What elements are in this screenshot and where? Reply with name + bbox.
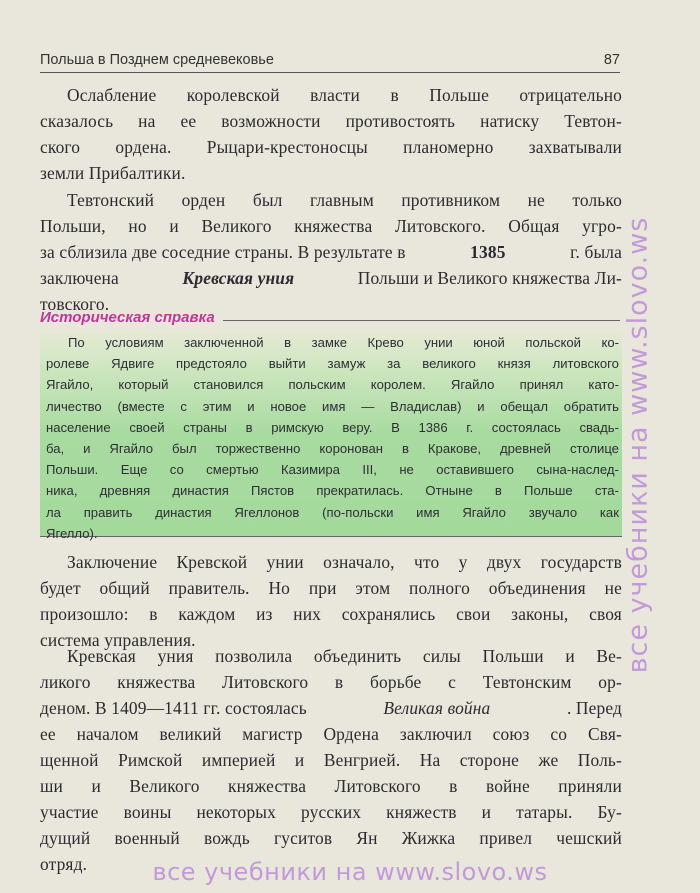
word: и [83, 441, 91, 457]
word: древняя [99, 483, 151, 499]
word: гуситов [274, 828, 333, 848]
word: и [481, 802, 492, 822]
word: По [68, 335, 85, 350]
word: ко- [601, 335, 619, 350]
word: ста- [594, 483, 619, 499]
word: ее [180, 111, 197, 131]
word: в [449, 776, 458, 796]
word: Свя- [587, 724, 622, 744]
text-line [40, 134, 622, 160]
word: двух [486, 552, 522, 572]
word: В [391, 419, 400, 435]
note-line [46, 438, 619, 459]
word: Великого [201, 216, 272, 236]
word: сказалось [40, 111, 114, 131]
paragraph-1 [40, 82, 622, 186]
word: Владислав) [390, 398, 462, 414]
text-line [40, 187, 622, 213]
text-line [40, 799, 622, 825]
word: борьбе [370, 672, 422, 692]
word: и [477, 398, 485, 414]
word: власти [310, 85, 361, 105]
word: ши [40, 776, 63, 796]
note-line: Ягелло). [46, 525, 98, 541]
word: выйти [268, 356, 306, 372]
word: сына-наслед- [536, 462, 619, 478]
word: веру. [342, 419, 373, 435]
word: Польши. [46, 462, 99, 478]
word: Польше [429, 85, 489, 105]
word: имя [322, 398, 346, 414]
word: означало, [323, 552, 395, 572]
word: страны [183, 419, 227, 435]
word: королевской [186, 85, 280, 105]
word: предстояло [176, 356, 247, 372]
text-line [40, 601, 622, 627]
word: военный [114, 828, 180, 848]
word: угро- [582, 216, 622, 236]
word: и [565, 646, 575, 666]
word: в [149, 604, 158, 624]
word: силы [422, 646, 461, 666]
word: ее [40, 724, 56, 744]
word: личество [46, 398, 102, 414]
word: возможности [221, 111, 321, 131]
word: Ядвиге [111, 356, 155, 372]
word: орден [181, 190, 226, 210]
word: На [419, 750, 441, 770]
word: Крево [367, 335, 404, 350]
word: г. [466, 419, 474, 435]
word: Польши [482, 646, 544, 666]
note-line [46, 480, 619, 501]
word: Пястов [251, 483, 295, 499]
text-line [40, 695, 622, 721]
word: состоялась [491, 419, 561, 435]
text-segment: . Перед [566, 698, 622, 718]
word: править [83, 504, 133, 520]
year-1385: 1385 [470, 242, 506, 262]
word: который [118, 377, 169, 393]
word: в [401, 441, 409, 457]
word: королем. [370, 377, 426, 393]
word: Поль- [577, 750, 622, 770]
word: оставившего [436, 462, 514, 478]
paragraph-2 [40, 187, 622, 317]
text-line [40, 265, 622, 291]
word: что [414, 552, 440, 572]
word: привел [479, 828, 533, 848]
page-header [40, 50, 620, 73]
text-segment: Польши и Великого княжества Ли- [357, 268, 622, 288]
word: некоторых [196, 802, 276, 822]
word: с [448, 672, 457, 692]
word: ликого [40, 672, 91, 692]
word: вождь [203, 828, 250, 848]
word: был [172, 441, 197, 457]
word: общий [99, 578, 150, 598]
note-line [46, 417, 619, 438]
word: като- [588, 377, 619, 393]
word: уния [157, 646, 194, 666]
word: (по-польски [322, 504, 394, 520]
word: заключенной [184, 335, 264, 350]
text-line [40, 721, 622, 747]
word: за [387, 356, 401, 372]
text-line [40, 669, 622, 695]
word: Тевтонским [482, 672, 572, 692]
word: планомерно [403, 137, 494, 157]
word: своей [129, 419, 165, 435]
word: Бу- [597, 802, 622, 822]
word: обратить [563, 398, 619, 414]
historical-note-label [40, 309, 620, 326]
text-line: система управления. [40, 630, 196, 650]
note-line [46, 396, 619, 417]
word: сохранялись [341, 604, 436, 624]
word: произошло: [40, 604, 129, 624]
word: началом [76, 724, 139, 744]
word: римскую [271, 419, 324, 435]
word: империей [201, 750, 276, 770]
paragraph-3 [40, 549, 622, 653]
text-line [40, 549, 622, 575]
word: польским [288, 377, 346, 393]
word: Кракове, [427, 441, 481, 457]
term-great-war: Великая война [383, 698, 491, 718]
word: столице [569, 441, 619, 457]
word: щенной [40, 750, 99, 770]
word: ника, [46, 483, 78, 499]
word: Венгрией. [323, 750, 401, 770]
word: древней [499, 441, 551, 457]
word: стороне [459, 750, 520, 770]
word: русских [301, 802, 362, 822]
word: Жижка [401, 828, 456, 848]
word: Литовского [222, 672, 309, 692]
word: Литовского [334, 776, 421, 796]
text-line [40, 773, 622, 799]
word: отрицательно [519, 85, 622, 105]
word: магистр [242, 724, 303, 744]
word: новое [270, 398, 307, 414]
word: законы, [511, 604, 569, 624]
word: захватывали [528, 137, 622, 157]
text-line: товского. [40, 294, 110, 314]
word: Римской [118, 750, 183, 770]
word: династия [155, 504, 212, 520]
word: коронован [319, 441, 383, 457]
word: со [169, 462, 184, 478]
text-line [40, 747, 622, 773]
word: (вместе [117, 398, 165, 414]
word: ба, [46, 441, 65, 457]
word: свадь- [579, 419, 619, 435]
text-line [40, 643, 622, 669]
word: только [572, 190, 622, 210]
text-segment: заключена [40, 268, 119, 288]
word: унии [266, 552, 304, 572]
word: 1386 [418, 419, 448, 435]
word: ор- [598, 672, 622, 692]
text-line [40, 239, 622, 265]
word: воины [123, 802, 172, 822]
word: Тевтон- [564, 111, 622, 131]
word: в [390, 85, 399, 105]
historical-note-title: Историческая справка [40, 309, 215, 326]
word: Казимира [281, 462, 340, 478]
word: замке [311, 335, 348, 350]
word: княжества [294, 216, 373, 236]
text-segment: деном. В 1409—1411 гг. состоялась [40, 698, 307, 718]
word: Польши, [40, 216, 106, 236]
word: как [599, 504, 619, 520]
text-line [40, 213, 622, 239]
word: Но [268, 578, 291, 598]
chapter-title: Польша в Позднем средневековье [40, 52, 274, 68]
word: Заключение [67, 552, 158, 572]
note-line [46, 374, 619, 395]
text-line: отряд. [40, 854, 88, 874]
word: но [128, 216, 147, 236]
word: и [91, 776, 101, 796]
word: же [538, 750, 559, 770]
word: чешский [556, 828, 622, 848]
word: Ян [356, 828, 378, 848]
word: Ягайло [462, 504, 506, 520]
word: великий [159, 724, 222, 744]
word: княжества [117, 672, 196, 692]
word: князя [497, 356, 531, 372]
word: будет [40, 578, 81, 598]
word: союз [492, 724, 530, 744]
word: с [180, 398, 187, 414]
word: население [46, 419, 111, 435]
word: — [361, 398, 375, 414]
word: Ягайло [109, 441, 154, 457]
word: смертью [206, 462, 259, 478]
word: ла [46, 504, 61, 520]
word: при [308, 578, 337, 598]
word: замуж [327, 356, 366, 372]
word: ского [40, 137, 81, 157]
word: прекратилась. [316, 483, 404, 499]
word: Отныне [425, 483, 473, 499]
word: Рыцари-крестоносцы [206, 137, 368, 157]
word: княжества [228, 776, 307, 796]
word: противником [401, 190, 501, 210]
word: династия [172, 483, 229, 499]
term-krevo-union: Кревская уния [182, 268, 295, 288]
word: ролеве [46, 356, 90, 372]
word: полного [409, 578, 470, 598]
text-segment: за сблизила две соседние страны. В результате в [40, 242, 406, 262]
word: Ослабление [67, 85, 157, 105]
word: объединения [488, 578, 586, 598]
word: у [458, 552, 468, 572]
word: участие [40, 802, 99, 822]
word: унии [424, 335, 453, 350]
word: свои [456, 604, 491, 624]
word: Кревской [176, 552, 248, 572]
word: III, [362, 462, 377, 478]
word: Ягайло, [46, 377, 94, 393]
word: не [604, 578, 622, 598]
word: принял [519, 377, 564, 393]
word: дущий [40, 828, 91, 848]
word: этом [355, 578, 391, 598]
word: Великого [129, 776, 200, 796]
word: натиску [480, 111, 540, 131]
word: этим [202, 398, 232, 414]
word: объединить [313, 646, 402, 666]
word: из [256, 604, 273, 624]
text-line [40, 108, 622, 134]
word: Ягеллонов [234, 504, 300, 520]
word: государств [540, 552, 622, 572]
note-line [46, 502, 619, 523]
word: войне [485, 776, 530, 796]
word: заключил [399, 724, 472, 744]
word: Еще [120, 462, 148, 478]
bottom-watermark: все учебники на www.slovo.ws [152, 858, 548, 886]
word: звучало [528, 504, 578, 520]
word: в [334, 672, 344, 692]
note-line [46, 459, 619, 480]
word: условиям [105, 335, 164, 350]
historical-note-text [46, 332, 619, 544]
note-line [46, 353, 619, 374]
word: торжественно [215, 441, 301, 457]
word: Польше [524, 483, 573, 499]
word: не [399, 462, 414, 478]
word: позволила [215, 646, 293, 666]
word: имя [416, 504, 440, 520]
word: со [550, 724, 568, 744]
word: приняли [558, 776, 622, 796]
text-segment: г. была [570, 242, 622, 262]
word: ордена. [115, 137, 172, 157]
word: обещал [500, 398, 549, 414]
note-line [46, 332, 619, 353]
word: противостоять [345, 111, 456, 131]
word: юной [473, 335, 505, 350]
word: Ордена [323, 724, 379, 744]
word: в [245, 419, 253, 435]
word: своя [589, 604, 622, 624]
paragraph-4 [40, 643, 622, 877]
word: и [294, 750, 305, 770]
word: княжеств [386, 802, 457, 822]
word: Тевтонский [67, 190, 155, 210]
word: главным [309, 190, 374, 210]
word: Кревская [67, 646, 136, 666]
word: Ягайло [450, 377, 495, 393]
word: в [284, 335, 292, 350]
text-line [40, 825, 622, 851]
word: Общая [508, 216, 560, 236]
page-number: 87 [603, 52, 620, 68]
word: каждом [178, 604, 236, 624]
word: и [247, 398, 255, 414]
word: великого [422, 356, 476, 372]
word: не [527, 190, 545, 210]
word: татары. [516, 802, 573, 822]
word: в [494, 483, 502, 499]
word: был [252, 190, 283, 210]
word: них [293, 604, 321, 624]
text-line: земли Прибалтики. [40, 163, 186, 183]
side-watermark-text: все учебники на www.slovo.ws [622, 216, 654, 674]
word: и [169, 216, 179, 236]
word: литовского [552, 356, 619, 372]
word: правитель. [168, 578, 250, 598]
word: польской [525, 335, 581, 350]
word: становился [193, 377, 264, 393]
text-line [40, 82, 622, 108]
text-line [40, 575, 622, 601]
word: на [138, 111, 156, 131]
word: Ве- [596, 646, 622, 666]
word: Литовского. [394, 216, 486, 236]
